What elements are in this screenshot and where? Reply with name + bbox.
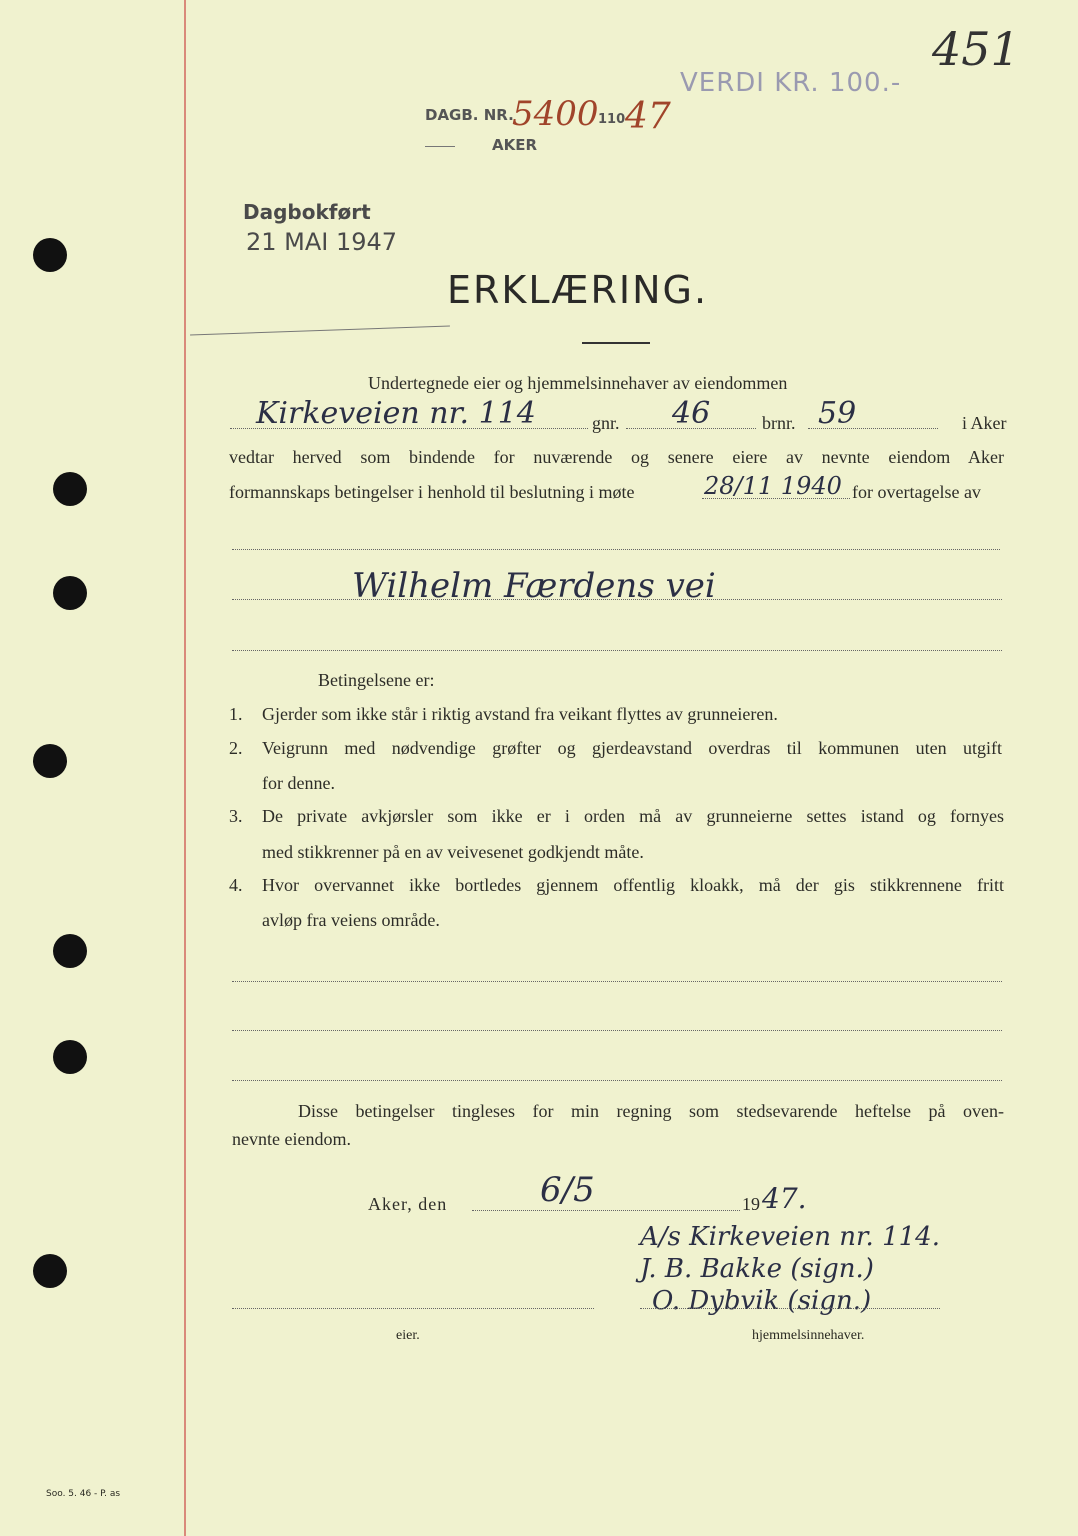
condition-line: avløp fra veiens område.	[262, 910, 440, 930]
registration-line-2: nevnte eiendom.	[232, 1129, 351, 1149]
journal-number: 5400	[512, 94, 599, 134]
signature-bakke: J. B. Bakke (sign.)	[640, 1254, 874, 1284]
journal-label: DAGB. NR.	[425, 106, 514, 124]
body-line-1: vedtar herved som bindende for nuværende og senere eiere av nevnte eiendom Aker	[229, 447, 1004, 467]
signature-company: A/s Kirkeveien nr. 114.	[640, 1222, 940, 1252]
place-label: i Aker	[962, 413, 1007, 433]
owner-signature-line	[232, 1308, 594, 1309]
intro-text: Undertegnede eier og hjemmelsinnehaver av eiendommen	[368, 373, 788, 393]
condition-number: 1.	[229, 704, 243, 724]
value-stamp: VERDI KR. 100.-	[680, 68, 902, 98]
condition-number: 2.	[229, 738, 243, 758]
punch-hole	[33, 1254, 67, 1288]
date-place: Aker, den	[368, 1194, 448, 1214]
fill-line	[472, 1210, 740, 1211]
owner-label: eier.	[396, 1328, 420, 1343]
signature-dybvik: O. Dybvik (sign.)	[652, 1286, 872, 1316]
brnr-label: brnr.	[762, 413, 796, 433]
punch-hole	[53, 934, 87, 968]
title-rule	[582, 342, 650, 344]
condition-line: De private avkjørsler som ikke er i orden må av grunneierne settes istand og fornyes	[262, 806, 1004, 826]
fill-line	[232, 549, 1000, 550]
fill-line	[232, 650, 1002, 651]
brnr-value: 59	[818, 396, 857, 431]
journal-place: AKER	[492, 136, 538, 154]
date-handwritten: 6/5	[540, 1170, 595, 1210]
punch-hole	[53, 472, 87, 506]
fill-line	[232, 1030, 1002, 1031]
body-line-2-prefix: formannskaps betingelser i henhold til beslutning i møte	[229, 482, 635, 502]
punch-hole	[33, 238, 67, 272]
fill-line	[232, 981, 1002, 982]
punch-hole	[53, 576, 87, 610]
fill-line	[232, 1080, 1002, 1081]
body-line-2-suffix: for overtagelse av	[852, 482, 981, 502]
gnr-value: 46	[672, 396, 711, 431]
punch-hole	[53, 1040, 87, 1074]
condition-line: Veigrunn med nødvendige grøfter og gjerdeavstand overdras til kommunen uten utgift	[262, 738, 1002, 758]
year-printed: 19	[742, 1194, 760, 1214]
condition-line: for denne.	[262, 773, 335, 793]
property-name: Kirkeveien nr. 114	[256, 396, 536, 431]
stamp-rule	[425, 146, 455, 147]
registered-stamp-title: Dagbokført	[243, 200, 371, 224]
condition-line: Hvor overvannet ikke bortledes gjennem offentlig kloakk, må der gis stikkrennene fritt	[262, 875, 1004, 895]
holder-label: hjemmelsinnehaver.	[752, 1328, 865, 1343]
meeting-date: 28/11 1940	[704, 472, 842, 500]
registration-line-1: Disse betingelser tingleses for min regning som stedsevarende heftelse på oven-	[298, 1101, 1004, 1121]
road-name: Wilhelm Færdens vei	[352, 566, 716, 606]
document-title: ERKLÆRING.	[447, 268, 709, 312]
registered-stamp-date: 21 MAI 1947	[246, 228, 398, 256]
journal-suffix: 110	[598, 112, 626, 127]
journal-year: 47	[625, 96, 671, 137]
year-handwritten: 47.	[762, 1182, 807, 1215]
page-number: 451	[932, 22, 1020, 76]
condition-line: med stikkrenner på en av veivesenet godkjendt måte.	[262, 842, 644, 862]
footer-code: Soo. 5. 46 - P. as	[46, 1489, 121, 1499]
holder-signature-line	[640, 1308, 940, 1309]
condition-line: Gjerder som ikke står i riktig avstand fra veikant flyttes av grunneieren.	[262, 704, 778, 724]
punch-hole	[33, 744, 67, 778]
condition-number: 4.	[229, 875, 243, 895]
condition-number: 3.	[229, 806, 243, 826]
stamp-underline	[190, 325, 450, 335]
margin-line	[184, 0, 186, 1536]
gnr-label: gnr.	[592, 413, 620, 433]
conditions-heading: Betingelsene er:	[318, 670, 435, 690]
